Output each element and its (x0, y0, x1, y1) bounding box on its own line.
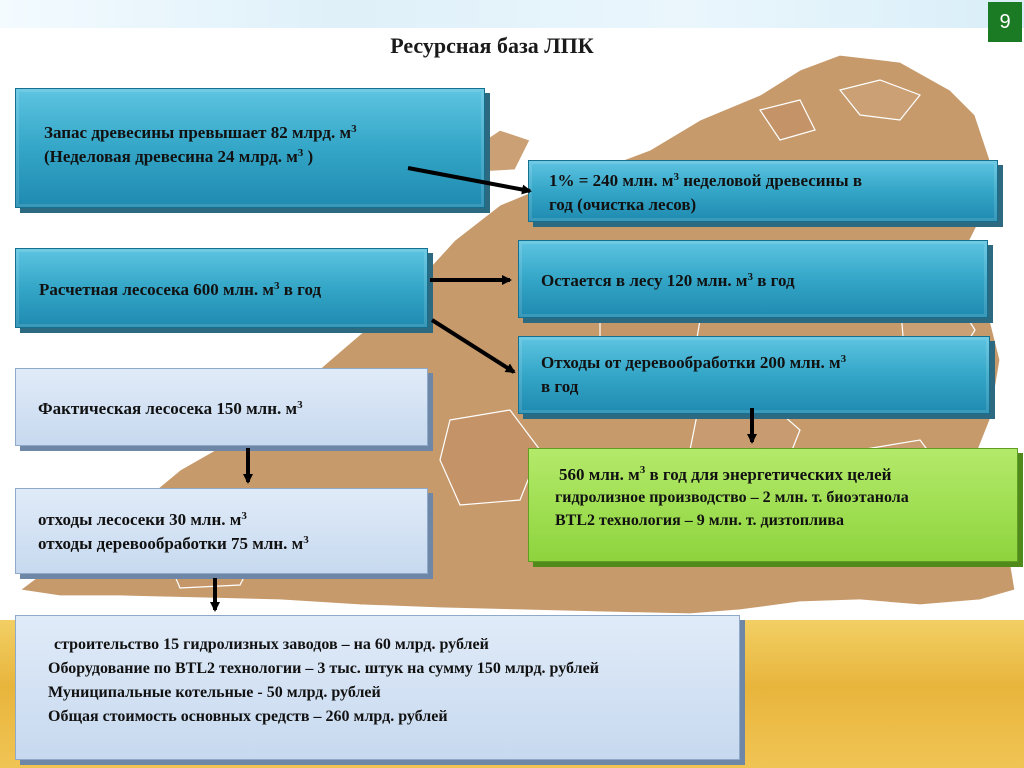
slide-title: Ресурсная база ЛПК (390, 33, 594, 58)
energy-use-box (528, 448, 1018, 562)
remains-in-forest-box (518, 240, 988, 318)
investment-line1: строительство 15 гидролизных заводов – на 60 млрд. рублей (54, 636, 489, 653)
page-number-badge: 9 (988, 2, 1022, 42)
wood-processing-waste-box (518, 336, 990, 414)
energy-line3: BTL2 технология – 9 млн. т. дизтоплива (555, 512, 844, 529)
waste-split-line1: отходы лесосеки 30 млн. м (38, 510, 242, 529)
cubic-sup: 3 (303, 534, 309, 546)
wood-stock-line2-end: ) (303, 147, 314, 166)
investment-line3: Муниципальные котельные - 50 млрд. рублей (48, 684, 381, 701)
wood-stock-line2: (Неделовая древесина 24 млрд. м (44, 147, 298, 166)
cubic-sup: 3 (747, 271, 753, 283)
cubic-sup: 3 (297, 399, 303, 411)
one-percent-line1: 1% = 240 млн. м (549, 171, 674, 190)
investment-line2: Оборудование по BTL2 технологии – 3 тыс. штук на сумму 150 млрд. рублей (48, 660, 599, 677)
cubic-sup: 3 (241, 510, 247, 522)
wood-waste-line2: в год (541, 377, 579, 396)
one-percent-line1-end: неделовой древесины в (678, 171, 863, 190)
energy-line2: гидролизное производство – 2 млн. т. биоэтанола (555, 489, 909, 506)
remains-text-end: в год (752, 271, 795, 290)
wood-stock-box (15, 88, 485, 208)
cubic-sup: 3 (639, 464, 646, 476)
remains-text: Остается в лесу 120 млн. м (541, 271, 748, 290)
energy-line1: 560 млн. м (559, 465, 640, 484)
actual-cut-box (15, 368, 428, 446)
calculated-cut-text: Расчетная лесосека 600 млн. м (39, 280, 274, 299)
cubic-sup: 3 (273, 280, 280, 292)
actual-cut-text: Фактическая лесосека 150 млн. м (38, 399, 298, 418)
calculated-cut-text-end: в год (279, 280, 322, 299)
wood-waste-line1: Отходы от деревообработки 200 млн. м (541, 353, 841, 372)
energy-line1-end: в год для энергетических целей (645, 465, 892, 484)
wood-stock-line1: Запас древесины превышает 82 млрд. м (44, 123, 352, 142)
waste-split-line2: отходы деревообработки 75 млн. м (38, 534, 304, 553)
investment-line4: Общая стоимость основных средств – 260 млрд. рублей (48, 708, 448, 725)
cubic-sup: 3 (673, 171, 679, 183)
one-percent-box (528, 160, 998, 222)
cubic-sup: 3 (840, 353, 847, 365)
calculated-cut-box (15, 248, 428, 328)
cubic-sup: 3 (297, 147, 304, 159)
cubic-sup: 3 (351, 123, 357, 135)
investment-box (15, 615, 740, 760)
one-percent-line2: год (очистка лесов) (549, 195, 697, 214)
waste-split-box (15, 488, 428, 574)
